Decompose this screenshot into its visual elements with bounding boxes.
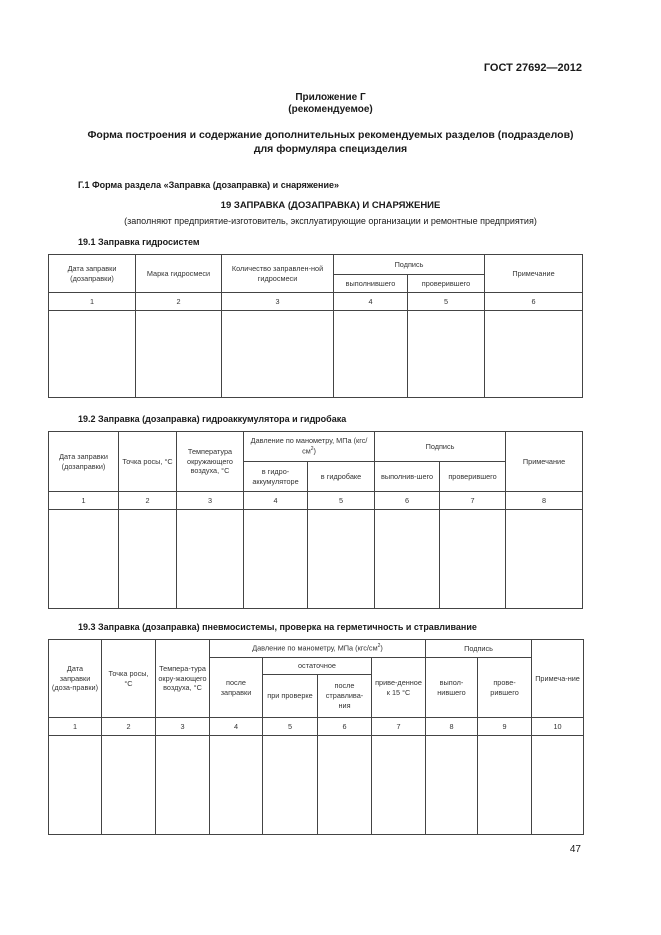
form-title-line1: Форма построения и содержание дополнительных рекомендуемых разделов (подразделов) bbox=[87, 129, 574, 141]
t2-col-tank: в гидробаке bbox=[308, 462, 375, 492]
t1-col-done: выполнившего bbox=[334, 275, 408, 293]
t3-col-reduced: приве-денное к 15 °С bbox=[372, 658, 426, 718]
t2-cell[interactable] bbox=[119, 510, 177, 609]
t2-cell[interactable] bbox=[375, 510, 440, 609]
t2-cell[interactable] bbox=[308, 510, 375, 609]
page-number: 47 bbox=[569, 844, 581, 855]
t3-num: 7 bbox=[372, 718, 426, 736]
t2-num: 1 bbox=[49, 492, 119, 510]
table3-title: 19.3 Заправка (дозаправка) пневмосистемы, проверка на герметичность и стравливание bbox=[78, 622, 477, 632]
t1-cell[interactable] bbox=[49, 311, 136, 398]
t1-col-note: Примечание bbox=[485, 255, 583, 293]
t1-col-sign: Подпись bbox=[334, 255, 485, 275]
t1-col-qty: Количество заправлен-ной гидросмеси bbox=[222, 255, 334, 293]
t3-num: 4 bbox=[210, 718, 263, 736]
t3-cell[interactable] bbox=[263, 736, 318, 835]
t3-num: 5 bbox=[263, 718, 318, 736]
t3-num: 1 bbox=[49, 718, 102, 736]
t3-cell[interactable] bbox=[210, 736, 263, 835]
table1 bbox=[48, 254, 583, 398]
t1-num: 1 bbox=[49, 293, 136, 311]
t2-cell[interactable] bbox=[49, 510, 119, 609]
t3-col-pressure: Давление по манометру, МПа $(кгс/см^2)$ bbox=[210, 640, 426, 658]
t2-col-sign: Подпись bbox=[375, 432, 506, 462]
form-title-line2: для формуляра специзделия bbox=[253, 143, 408, 155]
t2-cell[interactable] bbox=[440, 510, 506, 609]
t1-col-brand: Марка гидросмеси bbox=[136, 255, 222, 293]
t3-num: 10 bbox=[532, 718, 584, 736]
section-19-note: (заполняют предприятие-изготовитель, эксплуатирующие организации и ремонтные предприятия) bbox=[124, 216, 537, 226]
t2-cell[interactable] bbox=[244, 510, 308, 609]
t3-cell[interactable] bbox=[372, 736, 426, 835]
t3-col-checked: прове-рившего bbox=[478, 658, 532, 718]
t2-num: 8 bbox=[506, 492, 583, 510]
t3-num: 6 bbox=[318, 718, 372, 736]
t2-col-pressure: Давление по манометру, МПа $(кгс/см^2)$ bbox=[244, 432, 375, 462]
t3-cell[interactable] bbox=[318, 736, 372, 835]
t3-col-note: Примеча-ние bbox=[532, 640, 584, 718]
t2-num: 5 bbox=[308, 492, 375, 510]
t3-cell[interactable] bbox=[426, 736, 478, 835]
t1-cell[interactable] bbox=[408, 311, 485, 398]
appendix-title: Приложение Г bbox=[295, 92, 366, 103]
t3-col-at-check: при проверке bbox=[263, 675, 318, 718]
t2-num: 3 bbox=[177, 492, 244, 510]
t1-cell[interactable] bbox=[222, 311, 334, 398]
t1-num: 3 bbox=[222, 293, 334, 311]
t2-empty-row bbox=[49, 510, 583, 609]
t1-num: 2 bbox=[136, 293, 222, 311]
t1-col-date: Дата заправки (дозаправки) bbox=[49, 255, 136, 293]
t2-col-accum: в гидро-аккумуляторе bbox=[244, 462, 308, 492]
t2-cell[interactable] bbox=[177, 510, 244, 609]
t3-cell[interactable] bbox=[532, 736, 584, 835]
t3-cell[interactable] bbox=[49, 736, 102, 835]
g1-heading: Г.1 Форма раздела «Заправка (дозаправка) и снаряжение» bbox=[78, 180, 340, 190]
t3-col-date: Дата заправки (доза-правки) bbox=[49, 640, 102, 718]
t3-cell[interactable] bbox=[102, 736, 156, 835]
t1-col-checked: проверившего bbox=[408, 275, 485, 293]
t3-col-dew: Точка росы, °С bbox=[102, 640, 156, 718]
t3-cell[interactable] bbox=[156, 736, 210, 835]
t1-num: 6 bbox=[485, 293, 583, 311]
t1-num: 5 bbox=[408, 293, 485, 311]
t2-num: 4 bbox=[244, 492, 308, 510]
table2-title: 19.2 Заправка (дозаправка) гидроаккумулятора и гидробака bbox=[78, 414, 347, 424]
t3-num: 9 bbox=[478, 718, 532, 736]
t1-cell[interactable] bbox=[136, 311, 222, 398]
t3-col-temp: Темпера-тура окру-жающего воздуха, °С bbox=[156, 640, 210, 718]
appendix-status: (рекомендуемое) bbox=[288, 104, 373, 115]
t2-num: 6 bbox=[375, 492, 440, 510]
t1-empty-row bbox=[49, 311, 583, 398]
document-code: ГОСТ 27692—2012 bbox=[483, 62, 582, 74]
t3-num: 2 bbox=[102, 718, 156, 736]
t3-col-after-bleed: после стравлива-ния bbox=[318, 675, 372, 718]
t3-cell[interactable] bbox=[478, 736, 532, 835]
t3-col-sign: Подпись bbox=[426, 640, 532, 658]
t2-col-done: выполнив-шего bbox=[375, 462, 440, 492]
t3-num: 3 bbox=[156, 718, 210, 736]
t2-num: 7 bbox=[440, 492, 506, 510]
t1-cell[interactable] bbox=[334, 311, 408, 398]
t2-col-date: Дата заправки (дозаправки) bbox=[49, 432, 119, 492]
t2-col-dew: Точка росы, °С bbox=[119, 432, 177, 492]
t3-col-after-fill: после заправки bbox=[210, 658, 263, 718]
t3-num: 8 bbox=[426, 718, 478, 736]
t2-col-note: Примечание bbox=[506, 432, 583, 492]
t1-num: 4 bbox=[334, 293, 408, 311]
t3-col-residual: остаточное bbox=[263, 658, 372, 675]
t2-cell[interactable] bbox=[506, 510, 583, 609]
t3-col-done: выпол-нившего bbox=[426, 658, 478, 718]
table1-title: 19.1 Заправка гидросистем bbox=[78, 237, 200, 247]
section-19-title: 19 ЗАПРАВКА (ДОЗАПРАВКА) И СНАРЯЖЕНИЕ bbox=[220, 200, 441, 211]
table3 bbox=[48, 639, 584, 835]
t2-col-checked: проверившего bbox=[440, 462, 506, 492]
table2 bbox=[48, 431, 583, 609]
t2-num: 2 bbox=[119, 492, 177, 510]
t3-empty-row bbox=[49, 736, 584, 835]
t2-col-temp: Температура окружающего воздуха, °С bbox=[177, 432, 244, 492]
t1-cell[interactable] bbox=[485, 311, 583, 398]
